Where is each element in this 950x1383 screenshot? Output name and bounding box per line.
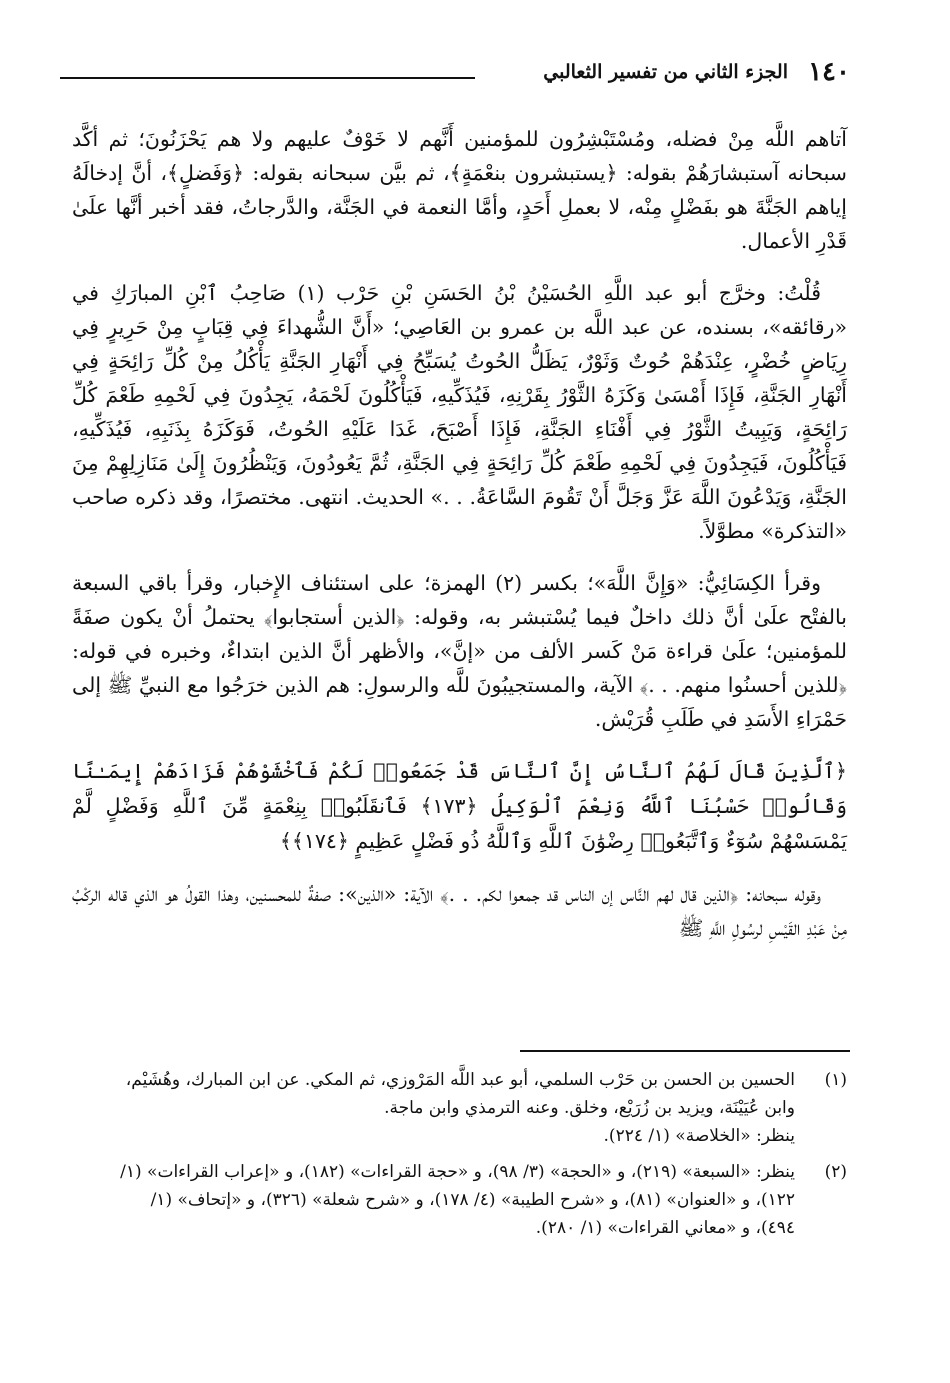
- paragraph-commentary: آتاهم اللَّه مِنْ فضله، ومُسْتَبْشِرُون للمؤمنين أَنَّهم لا خَوْفٌ عليهم ولا هم يَحْزَنُونَ؛ ثم أكَّد سبحانه آستبشارَهُمْ بقوله: ﴿يستبشرون بنعْمَةٍ﴾، ثم بيَّن سبحانه بقوله: ﴿وَفَضلٍ﴾، أنَّ إدخالَهُ إياهم الجَنَّةَ هو بفَضْلٍ مِنْه، لا بعملِ أَحَدٍ، وأمَّا النعمة في الجَنَّة، والدَّرجاتُ، فقد أخبر أنَّها علَىٰ قَدْرِ الأعمال.: [72, 127, 847, 253]
- footnotes: [72, 1066, 847, 1250]
- footnote-separator: [520, 1050, 850, 1052]
- footnote: [72, 1158, 847, 1242]
- header-rule: [60, 77, 475, 79]
- footnote-line: الحسين بن الحسن بن حَرْب السلمي، أبو عبد اللَّه المَرْوزي، ثم المكي. عن ابن المبارك، وهُشَيْم،: [125, 1070, 795, 1090]
- main-text: [72, 122, 847, 963]
- footnote: [72, 1066, 847, 1150]
- footnote-line: ينظر: «الخلاصة» (١/ ٢٢٤).: [603, 1126, 795, 1146]
- paragraph-explanation: وقوله سبحانه: ﴿الذين قال لهم النَّاس إن الناس قد جمعوا لكم. . .﴾ الآية: «الذين»: صفةٌ للمحسنين، وهذا القولُ هو الذي قاله الركْبُ مِنْ عَبْدِ القَيْسِ لرسُولِ اللَّهِ ﷺ: [72, 882, 847, 940]
- footnote-line: ٤٩٤)، و «معاني القراءات» (١/ ٢٨٠).: [535, 1218, 795, 1238]
- footnote-line: ١٢٢)، و «العنوان» (٨١)، و «شرح الطيبة» (٤/ ١٧٨)، و «شرح شعلة» (٣٢٦)، و «إتحاف» (١/: [150, 1190, 795, 1210]
- footnote-text: [72, 1158, 795, 1242]
- page-number: ١٤٠: [808, 57, 850, 87]
- footnote-line: وابن عُيَيْنَة، ويزيد بن زُرَيْع، وخلق. وعنه الترمذي وابن ماجة.: [384, 1098, 795, 1118]
- page-header: [60, 55, 850, 95]
- footnote-number: (٢): [824, 1162, 847, 1182]
- footnote-text: [72, 1066, 795, 1150]
- paragraph-reading: وقرأ الكِسَائِيُّ: «وَإِنَّ اللَّهَ»؛ بكسر (٢) الهمزة؛ على استئناف الإِخبار، وقرأ باقي السبعة بالفتْح علَىٰ أنَّ ذلك داخلٌ فيما يُسْتبشر به، وقوله: ﴿الذين أستجابوا﴾ يحتملُ أنْ يكون صفَةً للمؤمنين؛ علَىٰ قراءة مَنْ كَسر الألف من «إنَّ»، والأظهر أنَّ الذين ابتداءٌ، وخبره في قوله: ﴿للذين أحسنُوا منهم. . .﴾ الآية، والمستجيبُونَ للَّه والرسولِ: هم الذين خرَجُوا مع النبيِّ ﷺ إلى حَمْرَاءِ الأَسَدِ في طَلَبِ قُرَيْش.: [72, 571, 847, 731]
- quran-verse: ﴿ٱلَّذِينَ قَالَ لَهُمُ ٱلنَّاسُ إِنَّ ٱلنَّاسَ قَدْ جَمَعُوا۟ لَكُمْ فَٱخْشَوْهُمْ فَزَادَهُمْ إِيمَـٰنًا وَقَالُوا۟ حَسْبُنَا ٱللَّهُ وَنِعْمَ ٱلْوَكِيلُ ﴿١٧٣﴾ فَٱنقَلَبُوا۟ بِنِعْمَةٍ مِّنَ ٱللَّهِ وَفَضْلٍ لَّمْ يَمْسَسْهُمْ سُوٓءٌ وَٱتَّبَعُوا۟ رِضْوَٰنَ ٱللَّهِ وَٱللَّهُ ذُو فَضْلٍ عَظِيمٍ ﴿١٧٤﴾﴾: [72, 759, 847, 853]
- footnote-line: ينظر: «السبعة» (٢١٩)، و «الحجة» (٣/ ٩٨)، و «حجة القراءات» (١٨٢)، و «إعراب القراءات» (١/: [120, 1162, 795, 1182]
- running-title: الجزء الثاني من تفسير الثعالبي: [543, 61, 788, 83]
- footnote-number: (١): [824, 1070, 847, 1090]
- paragraph-hadith: قُلْتُ: وخرَّج أبو عبد اللَّهِ الحُسَيْنُ بْنُ الحَسَنِ بْنِ حَرْب (١) صَاحِبُ ٱبْنِ المبارَكِ في «رقائقه»، بسنده، عن عبد اللَّه بن عمرو بن العَاصِي؛ «أَنَّ الشُّهداءَ فِي قِبَابٍ مِنْ حَرِيرٍ فِي رِيَاضٍ خُضْرٍ، عِنْدَهُمْ حُوتٌ وَثَوْرٌ، يَظَلُّ الحُوتُ يُسَبِّحُ فِي أَنْهَارِ الجَنَّةِ يَأْكُلُ مِنْ كُلِّ رَائِحَةٍ فِي أَنْهَارِ الجَنَّةِ، فَإِذَا أَمْسَىٰ وَكَزَهُ الثَّوْرُ بِقَرْنِهِ، فَيُذَكِّيهِ، فَيَأْكُلُونَ لَحْمَهُ، يَجِدُونَ فِي لَحْمِهِ طَعْمَ كُلِّ رَائِحَةٍ، وَيَبِيتُ الثَّوْرُ فِي أَفْنَاءِ الجَنَّةِ، فَإِذَا أَصْبَحَ، غَدَا عَلَيْهِ الحُوتُ، فَوَكَزَهُ بِذَنَبِهِ، فَيُذَكِّيهِ، فَيَأْكُلُونَ، فَيَجِدُونَ فِي لَحْمِهِ طَعْمَ كُلِّ رَائِحَةٍ فِي الجَنَّةِ، ثُمَّ يَعُودُونَ، وَيَنْظُرُونَ إِلَىٰ مَنَازِلِهِمْ مِنَ الجَنَّةِ، وَيَدْعُونَ اللَّهَ عَزَّ وَجَلَّ أَنْ تَقُومَ السَّاعَةُ. . .» الحديث. انتهى. مختصرًا، وقد ذكره صاحب «التذكرة» مطوَّلاً.: [72, 281, 847, 543]
